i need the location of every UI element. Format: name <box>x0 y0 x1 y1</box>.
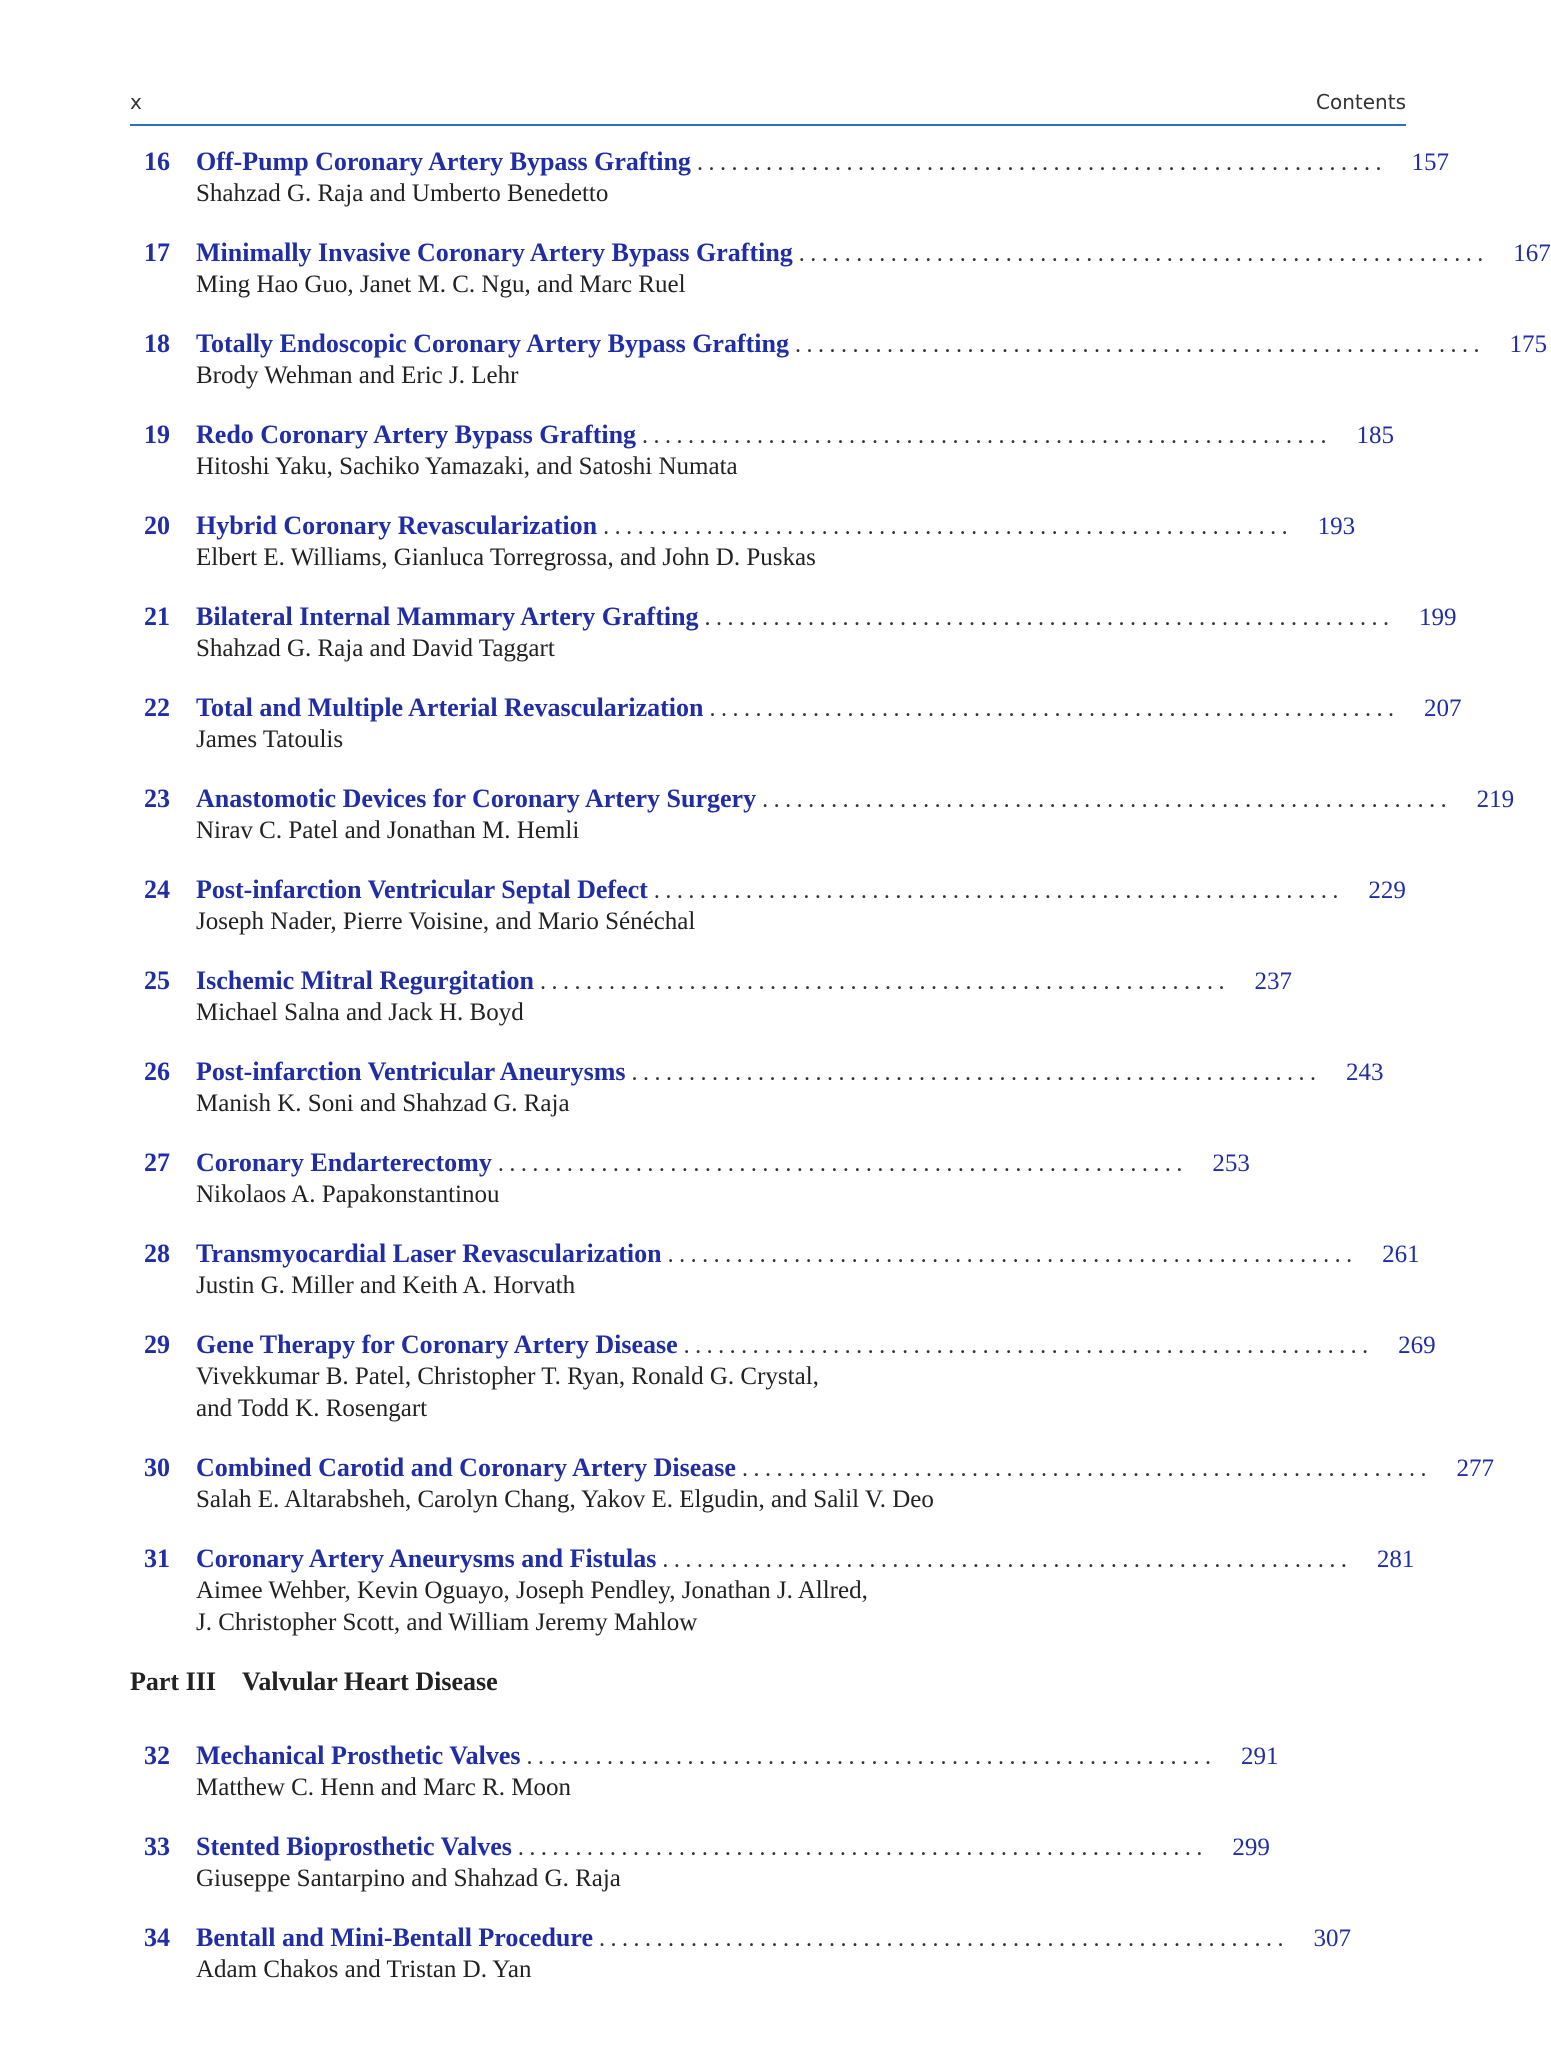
toc-entry <box>130 965 1292 1029</box>
dot-leader: ............................................................ <box>662 1547 1353 1573</box>
toc-entry <box>130 1147 1250 1211</box>
author-line: Shahzad G. Raja and Umberto Benedetto <box>196 180 609 207</box>
toc-entry <box>130 1329 1436 1425</box>
chapter-title-line <box>196 328 1547 360</box>
chapter-title-line <box>196 1831 1270 1863</box>
author-line: Shahzad G. Raja and David Taggart <box>196 635 555 662</box>
toc-entry <box>130 692 1462 756</box>
chapter-title-line <box>196 965 1292 997</box>
chapter-page-link[interactable]: 307 <box>1313 1925 1351 1952</box>
chapter-title-link[interactable]: Total and Multiple Arterial Revascularization <box>196 693 704 722</box>
dot-leader: ............................................................ <box>598 1926 1289 1952</box>
chapter-number: 18 <box>144 329 170 358</box>
toc-entry <box>130 874 1406 938</box>
chapter-authors <box>130 1954 1130 1986</box>
toc-entry <box>130 601 1457 665</box>
part-heading <box>130 1666 1130 1698</box>
chapter-authors <box>130 1772 1130 1804</box>
author-line: Ming Hao Guo, Janet M. C. Ngu, and Marc Ruel <box>196 271 686 298</box>
chapter-authors <box>130 906 1130 938</box>
chapter-title-link[interactable]: Totally Endoscopic Coronary Artery Bypass Grafting <box>196 329 789 358</box>
dot-leader: ............................................................ <box>497 1151 1188 1177</box>
chapter-title-link[interactable]: Post-infarction Ventricular Septal Defect <box>196 875 648 904</box>
author-line: Matthew C. Henn and Marc R. Moon <box>196 1774 571 1801</box>
chapter-number: 29 <box>144 1330 170 1359</box>
chapter-number: 20 <box>144 511 170 540</box>
chapter-title-link[interactable]: Post-infarction Ventricular Aneurysms <box>196 1057 626 1086</box>
toc-entry <box>130 1740 1279 1804</box>
author-line: Manish K. Soni and Shahzad G. Raja <box>196 1090 570 1117</box>
chapter-title-line <box>196 510 1356 542</box>
part-title: Valvular Heart Disease <box>242 1667 498 1696</box>
chapter-number: 31 <box>144 1544 170 1573</box>
chapter-page-link[interactable]: 277 <box>1456 1455 1494 1482</box>
author-line: Giuseppe Santarpino and Shahzad G. Raja <box>196 1865 621 1892</box>
chapter-title-link[interactable]: Off-Pump Coronary Artery Bypass Grafting <box>196 147 691 176</box>
dot-leader: ............................................................ <box>696 150 1387 176</box>
running-head <box>130 88 1406 126</box>
author-line: Vivekkumar B. Patel, Christopher T. Ryan, Ronald G. Crystal, <box>196 1363 819 1390</box>
dot-leader: ............................................................ <box>794 332 1485 358</box>
chapter-number: 25 <box>144 966 170 995</box>
chapter-title-link[interactable]: Anastomotic Devices for Coronary Artery Surgery <box>196 784 757 813</box>
chapter-title-link[interactable]: Mechanical Prosthetic Valves <box>196 1741 521 1770</box>
chapter-authors <box>130 1270 1130 1302</box>
chapter-title-line <box>196 1238 1420 1270</box>
chapter-authors <box>130 451 1130 483</box>
chapter-title-line <box>196 419 1395 451</box>
dot-leader: ............................................................ <box>709 696 1400 722</box>
chapter-number: 23 <box>144 784 170 813</box>
author-line: Aimee Wehber, Kevin Oguayo, Joseph Pendley, Jonathan J. Allred, <box>196 1577 868 1604</box>
dot-leader: ............................................................ <box>762 787 1453 813</box>
chapter-page-link[interactable]: 253 <box>1212 1150 1250 1177</box>
chapter-page-link[interactable]: 281 <box>1376 1546 1415 1573</box>
chapter-page-link[interactable]: 167 <box>1513 240 1551 267</box>
chapter-number: 17 <box>144 238 170 267</box>
chapter-title-line <box>196 1740 1279 1772</box>
chapter-title-link[interactable]: Hybrid Coronary Revascularization <box>196 511 598 540</box>
toc-entry <box>130 783 1515 847</box>
dot-leader: ............................................................ <box>642 423 1333 449</box>
chapter-title-line <box>196 146 1449 178</box>
chapter-number: 22 <box>144 693 170 722</box>
chapter-page-link[interactable]: 299 <box>1232 1834 1270 1861</box>
chapter-title-line <box>196 1147 1250 1179</box>
chapter-authors <box>130 269 1130 301</box>
chapter-title-line <box>196 1056 1384 1088</box>
toc-entry <box>130 1922 1351 1986</box>
chapter-title-link[interactable]: Combined Carotid and Coronary Artery Disease <box>196 1453 736 1482</box>
chapter-authors <box>130 633 1130 665</box>
chapter-number: 24 <box>144 875 170 904</box>
chapter-authors <box>130 724 1130 756</box>
author-line: James Tatoulis <box>196 726 344 753</box>
chapter-page-link[interactable]: 243 <box>1345 1059 1384 1086</box>
chapter-title-link[interactable]: Bentall and Mini-Bentall Procedure <box>196 1923 593 1952</box>
chapter-title-link[interactable]: Coronary Endarterectomy <box>196 1148 492 1177</box>
chapter-title-link[interactable]: Gene Therapy for Coronary Artery Disease <box>196 1330 678 1359</box>
author-line: Nikolaos A. Papakonstantinou <box>196 1181 500 1208</box>
author-line: Salah E. Altarabsheh, Carolyn Chang, Yakov E. Elgudin, and Salil V. Deo <box>196 1486 934 1513</box>
chapter-page-link[interactable]: 193 <box>1317 513 1356 540</box>
toc-entry <box>130 1056 1384 1120</box>
chapter-title-line <box>196 1543 1415 1575</box>
chapter-title-link[interactable]: Minimally Invasive Coronary Artery Bypass Grafting <box>196 238 793 267</box>
chapter-number: 19 <box>144 420 170 449</box>
author-line: Joseph Nader, Pierre Voisine, and Mario Sénéchal <box>196 908 696 935</box>
author-line: Hitoshi Yaku, Sachiko Yamazaki, and Satoshi Numata <box>196 453 738 480</box>
chapter-title-line <box>196 783 1515 815</box>
toc-entry <box>130 1452 1494 1516</box>
author-line: J. Christopher Scott, and William Jeremy Mahlow <box>196 1609 698 1636</box>
chapter-page-link[interactable]: 261 <box>1382 1241 1420 1268</box>
chapter-number: 30 <box>144 1453 170 1482</box>
toc-entry <box>130 510 1356 574</box>
chapter-number: 28 <box>144 1239 170 1268</box>
toc-entry <box>130 1543 1415 1639</box>
chapter-number: 33 <box>144 1832 170 1861</box>
chapter-authors <box>130 1863 1130 1895</box>
chapter-title-link[interactable]: Transmyocardial Laser Revascularization <box>196 1239 662 1268</box>
chapter-title-line <box>196 874 1406 906</box>
author-line: and Todd K. Rosengart <box>196 1395 428 1422</box>
chapter-number: 32 <box>144 1741 170 1770</box>
chapter-page-link[interactable]: 237 <box>1254 968 1292 995</box>
author-line: Michael Salna and Jack H. Boyd <box>196 999 524 1026</box>
chapter-page-link[interactable]: 269 <box>1398 1332 1436 1359</box>
dot-leader: ............................................................ <box>526 1744 1217 1770</box>
dot-leader: ............................................................ <box>603 514 1294 540</box>
chapter-number: 27 <box>144 1148 170 1177</box>
chapter-number: 16 <box>144 147 170 176</box>
chapter-number: 21 <box>144 602 170 631</box>
author-line: Brody Wehman and Eric J. Lehr <box>196 362 519 389</box>
chapter-list-part-iii <box>130 1740 1351 1986</box>
chapter-authors <box>130 542 1130 574</box>
author-line: Elbert E. Williams, Gianluca Torregrossa, and John D. Puskas <box>196 544 816 571</box>
page-number: x <box>130 90 142 114</box>
chapter-page-link[interactable]: 175 <box>1509 331 1547 358</box>
toc-entry <box>130 1238 1420 1302</box>
chapter-title-line <box>196 601 1457 633</box>
dot-leader: ............................................................ <box>683 1333 1374 1359</box>
chapter-title-line <box>196 1922 1351 1954</box>
section-title: Contents <box>1316 90 1406 114</box>
dot-leader: ............................................................ <box>517 1835 1208 1861</box>
chapter-number: 34 <box>144 1923 170 1952</box>
chapter-authors <box>130 1575 1130 1639</box>
chapter-authors <box>130 1484 1130 1516</box>
chapter-authors <box>130 1179 1130 1211</box>
chapter-title-line <box>196 1452 1494 1484</box>
chapter-authors <box>130 360 1130 392</box>
toc-entry <box>130 1831 1270 1895</box>
chapter-page-link[interactable]: 185 <box>1356 422 1395 449</box>
chapter-page-link[interactable]: 157 <box>1411 149 1449 176</box>
author-line: Justin G. Miller and Keith A. Horvath <box>196 1272 576 1299</box>
dot-leader: ............................................................ <box>653 878 1344 904</box>
dot-leader: ............................................................ <box>539 969 1230 995</box>
dot-leader: ............................................................ <box>798 241 1489 267</box>
dot-leader: ............................................................ <box>741 1456 1432 1482</box>
toc-entry <box>130 419 1395 483</box>
chapter-title-line <box>196 237 1551 269</box>
author-line: Adam Chakos and Tristan D. Yan <box>196 1956 532 1983</box>
chapter-title-link[interactable]: Coronary Artery Aneurysms and Fistulas <box>196 1544 657 1573</box>
dot-leader: ............................................................ <box>704 605 1395 631</box>
chapter-title-link[interactable]: Bilateral Internal Mammary Artery Grafting <box>196 602 699 631</box>
chapter-page-link[interactable]: 219 <box>1476 786 1515 813</box>
part-label: Part III <box>130 1667 216 1696</box>
toc-entry <box>130 237 1551 301</box>
table-of-contents <box>130 146 1551 2013</box>
chapter-title-line <box>196 692 1462 724</box>
chapter-page-link[interactable]: 229 <box>1368 877 1406 904</box>
chapter-number: 26 <box>144 1057 170 1086</box>
dot-leader: ............................................................ <box>667 1242 1358 1268</box>
chapter-title-link[interactable]: Redo Coronary Artery Bypass Grafting <box>196 420 637 449</box>
chapter-authors <box>130 1088 1130 1120</box>
author-line: Nirav C. Patel and Jonathan M. Hemli <box>196 817 580 844</box>
chapter-page-link[interactable]: 199 <box>1419 604 1457 631</box>
toc-entry <box>130 328 1547 392</box>
chapter-title-link[interactable]: Ischemic Mitral Regurgitation <box>196 966 534 995</box>
chapter-authors <box>130 178 1130 210</box>
dot-leader: ............................................................ <box>631 1060 1322 1086</box>
chapter-page-link[interactable]: 207 <box>1423 695 1462 722</box>
chapter-list <box>130 146 1551 1639</box>
chapter-title-link[interactable]: Stented Bioprosthetic Valves <box>196 1832 512 1861</box>
chapter-authors <box>130 997 1130 1029</box>
chapter-authors <box>130 1361 1130 1425</box>
chapter-page-link[interactable]: 291 <box>1240 1743 1279 1770</box>
chapter-authors <box>130 815 1130 847</box>
chapter-title-line <box>196 1329 1436 1361</box>
toc-entry <box>130 146 1449 210</box>
